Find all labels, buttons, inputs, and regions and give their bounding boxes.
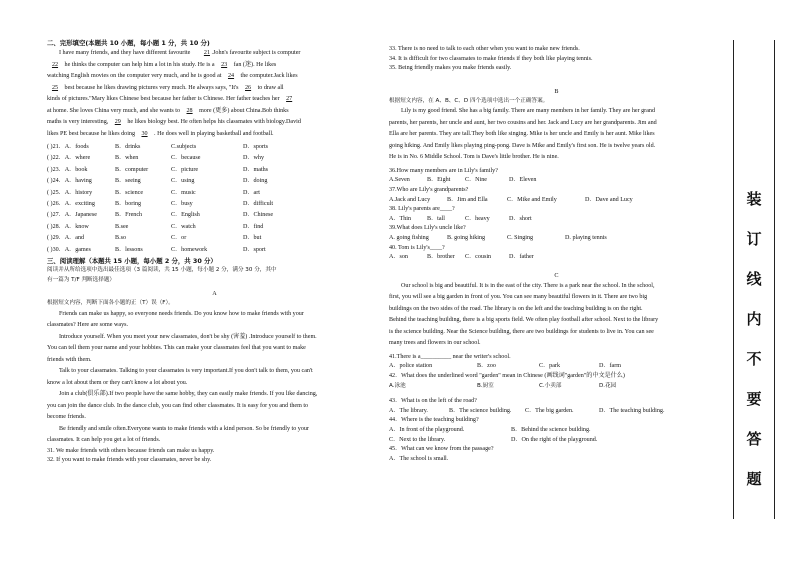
- question-41: 41.There is a__________ near the writer's school.: [389, 353, 511, 360]
- answer-options: [389, 426, 724, 436]
- binding-char: 答: [746, 430, 762, 448]
- passage-line: Lily is my good friend. She has a big family. There are many members in her family. They are her grand: [401, 108, 655, 115]
- option-row: [47, 142, 382, 153]
- passage-line: Join a club(俱乐部).If two people have the same hobby, they can easily make friends. If you like dancing,: [59, 391, 318, 398]
- cloze-line: maths is very interesting, 29 he likes biology best. He often helps his classmates with biology.David: [47, 119, 301, 125]
- passage-b-questions: [389, 167, 724, 263]
- passage-line: Introduce yourself. When you meet your new classmates, don't be shy (害羞) .Introduce yourself to them.: [59, 333, 317, 340]
- option-c: C．cousin: [465, 254, 492, 261]
- option-c: C．Next to the library.: [389, 436, 446, 443]
- answer-options: [389, 176, 724, 186]
- cloze-line: likes PE best because he likes doing 30 . He does well in playing basketball and football.: [47, 130, 274, 137]
- question-37: 37.Who are Lily's grandparents?: [389, 187, 469, 194]
- passage-line: Ella are her parents. They are tall.They both like singing. Mike is her uncle and Emily is her aunt. Mike likes: [389, 131, 655, 138]
- option-b: B．seeing: [115, 178, 141, 185]
- option-c: C．Mike and Emily: [507, 196, 557, 203]
- left-column: [47, 38, 382, 466]
- option-d: D. playing tennis: [565, 235, 607, 242]
- passage-c-label: C: [554, 271, 559, 279]
- question-43: 43．What is on the left of the road?: [389, 398, 477, 405]
- answer-options: [389, 196, 724, 206]
- binding-char: 要: [746, 390, 762, 408]
- option-a: A．In front of the playground.: [389, 426, 465, 433]
- option-b: B. going hiking: [447, 235, 486, 242]
- option-a: A. going fishing: [389, 235, 429, 242]
- option-d: D．Eleven: [509, 177, 537, 184]
- option-b: B.厨室: [477, 382, 494, 389]
- option-c: C．English: [171, 212, 200, 219]
- passage-line: first, you will see a big garden in front of you. You can see many beautiful flowers in it. There are two big: [389, 294, 648, 301]
- option-n: ( )24．A．having: [47, 178, 92, 185]
- reading-title: 三、阅读理解（本题共 15 小题，每小题 2 分，共 30 分）: [47, 256, 217, 265]
- question-40: 40. Tom is Lily's____?: [389, 244, 445, 251]
- option-c: C．The big garden.: [525, 407, 574, 414]
- cloze-line: at home. She loves China very much, and she wants to 28 more (更多) about China.Bob thinks: [47, 107, 289, 114]
- option-row: [47, 210, 382, 221]
- option-b: B．brother: [427, 254, 455, 261]
- question-44: 44．Where is the teaching building?: [389, 417, 479, 424]
- cloze-line: I have many friends, and they have different favourite 21 .John's favourite subject is computer: [59, 50, 301, 56]
- answer-options: [389, 382, 724, 392]
- option-d: D．find: [243, 223, 264, 230]
- option-a: A.Jack and Lucy: [389, 196, 431, 203]
- passage-line: many trees and flowers in our school.: [389, 340, 481, 347]
- option-c: C.subjects: [171, 144, 197, 150]
- option-d: D．art: [243, 189, 260, 196]
- option-c: C．or: [171, 235, 187, 242]
- passage-line: you can join the dance club. In the dance club, you can find other classmates. It is easy for you and them to: [47, 402, 309, 409]
- option-n: ( )23．A．book: [47, 166, 88, 173]
- passage-line: parents, her parents, her uncle and aunt, her two cousins and her. Jack and Lucy are her grandparents. Jim and: [389, 119, 657, 126]
- option-row: [47, 222, 382, 233]
- binding-char: 不: [746, 350, 762, 368]
- question-39: 39.What does Lily's uncle like?: [389, 225, 466, 232]
- passage-a-questions: [47, 447, 382, 466]
- option-d: D．On the right of the playground.: [511, 436, 598, 443]
- passage-c-questions: [389, 353, 724, 465]
- cloze-line: kinds of pictures."Mary likes Chinese best because her father is Chinese. Her father teaches her 27: [47, 96, 293, 102]
- binding-char: 线: [746, 270, 762, 288]
- cloze-passage: [47, 48, 382, 140]
- option-d: D．but: [243, 235, 262, 242]
- option-d: D．short: [509, 215, 532, 222]
- cloze-options: [47, 142, 382, 256]
- option-b: B．Jim and Ella: [447, 196, 488, 203]
- question-31: 31. We make friends with others because friends can make us happy.: [47, 447, 215, 454]
- passage-line: friends with them.: [47, 356, 92, 363]
- option-a: A.Seven: [389, 177, 410, 184]
- option-c: C．busy: [171, 200, 193, 207]
- option-a: A．The school is small.: [389, 455, 449, 462]
- passage-line: He is in No. 6 Middle School. Tom is Dave's little brother. He is nine.: [389, 154, 559, 161]
- option-d: D.花园: [599, 382, 617, 389]
- option-b: B．The science building.: [449, 407, 512, 414]
- passage-line: Talk to your classmates. Talking to your classmates is very important.If you don't talk to them, you can't: [59, 368, 313, 375]
- binding-char: 题: [746, 470, 762, 488]
- cloze-title: 二、完形填空(本题共 10 小题，每小题 1 分，共 10 分): [47, 39, 210, 47]
- passage-a-direction: 根据短文内容，判断下面各小题的正（T）误（F）。: [47, 300, 174, 307]
- cloze-line: 22 he thinks the computer can help him a lot in his study. He is a 23 fan (迷). He likes: [51, 61, 277, 68]
- option-b: B．Behind the science building.: [511, 426, 591, 433]
- option-a: A.泳池: [389, 382, 406, 389]
- passage-b-text: [389, 106, 724, 164]
- answer-options: [389, 362, 724, 372]
- option-d: D．Chinese: [243, 212, 274, 219]
- right-column: [389, 45, 724, 464]
- passage-line: Friends can make us happy, so everyone needs friends. Do you know how to make friends with your: [59, 310, 304, 317]
- option-d: D．Dave and Lucy: [585, 196, 633, 203]
- option-c: C．heavy: [465, 215, 490, 222]
- option-d: D．The teaching building.: [599, 407, 665, 414]
- option-c: C．park: [539, 363, 560, 370]
- option-b: B．zoo: [477, 363, 496, 370]
- option-b: B．French: [115, 212, 143, 219]
- option-c: C. Singing: [507, 235, 534, 242]
- option-b: B.so: [115, 235, 127, 242]
- cloze-line: watching English movies on the computer very much, and he is good at 24 the computer.Jack likes: [47, 73, 298, 79]
- option-b: B．boring: [115, 200, 142, 207]
- reading-instructions: 阅读并从所给选项中选出最佳选项（3 篇阅读，共 15 小题，每小题 2 分，满分 30 分，其中: [47, 266, 277, 273]
- answer-options: [389, 234, 724, 244]
- question-35: 35. Being friendly makes you make friends easily.: [389, 65, 512, 72]
- option-c: C．picture: [171, 166, 199, 173]
- passage-line: become friends.: [47, 414, 86, 421]
- passage-a-text: [47, 309, 382, 447]
- option-c: C．music: [171, 189, 196, 196]
- passage-line: Be friendly and smile often.Everyone wants to make friends with a kind person. So be friendly to your: [59, 425, 309, 432]
- option-b: B．Eight: [427, 177, 451, 184]
- option-n: ( )30．A．games: [47, 246, 91, 253]
- option-row: [47, 153, 382, 164]
- option-n: ( )25．A．history: [47, 189, 93, 196]
- option-row: [47, 245, 382, 256]
- passage-line: classmates? Here are some ways.: [47, 322, 129, 329]
- option-c: C．Nine: [465, 177, 488, 184]
- answer-options: [389, 436, 724, 446]
- option-row: [47, 233, 382, 244]
- reading-instructions-2: 有一篇为 T/F 判断选择题）: [47, 276, 116, 283]
- answer-options: [389, 455, 724, 465]
- option-row: [47, 188, 382, 199]
- passage-a-label: A: [212, 290, 217, 298]
- option-n: ( )21．A．foods: [47, 144, 89, 150]
- option-c: C．because: [171, 155, 201, 162]
- option-b: B．lessons: [115, 246, 143, 253]
- option-row: [47, 199, 382, 210]
- option-a: A．The library.: [389, 407, 428, 414]
- passage-line: know a lot about them or they can't know a lot about you.: [47, 379, 188, 386]
- option-row: [47, 165, 382, 176]
- option-row: [47, 176, 382, 187]
- option-n: ( )26．A．exciting: [47, 200, 95, 207]
- cloze-line: 25 best because he likes drawing pictures very much. He always says, "It's 26 to draw all: [51, 84, 284, 91]
- question-33: 33. There is no need to talk to each other when you want to make new friends.: [389, 46, 580, 52]
- question-34: 34. It is difficult for two classmates to make friends if they both like playing tennis.: [389, 55, 593, 62]
- option-a: A．police station: [389, 363, 433, 370]
- option-d: D．sports: [243, 144, 269, 150]
- binding-char: 订: [746, 230, 762, 248]
- question-45: 45．What can we know from the passage?: [389, 446, 494, 453]
- passage-line: is the science building. Near the Science building, there are two buildings for students to live in. You can see: [389, 328, 654, 335]
- option-d: D．maths: [243, 166, 269, 173]
- option-n: ( )27．A．Japanese: [47, 212, 97, 219]
- option-a: A．Thin: [389, 215, 412, 222]
- passage-c-text: [389, 281, 724, 350]
- passage-a-questions-cont: [389, 45, 724, 74]
- option-a: A．son: [389, 254, 408, 261]
- passage-line: You can tell them your name and your hobbies. This can make your classmates feel that you want to make: [47, 345, 306, 352]
- option-b: B．tall: [427, 215, 445, 222]
- option-b: B．when: [115, 155, 139, 162]
- question-42: 42．What does the underlined word "garden" mean in Chinese (画线词"garden"的中文是什么): [389, 373, 625, 379]
- option-c: C．using: [171, 178, 195, 185]
- binding-char: 装: [746, 190, 762, 208]
- passage-line: going hiking. And Emily likes playing ping-pong. Dave is Mike and Emily's first son. He is twelve years old.: [389, 142, 656, 149]
- binding-strip: [733, 40, 775, 519]
- answer-options: [389, 215, 724, 225]
- passage-b-direction: 根据短文内容，在 A、B、C、D 四个选项中选出一个正确答案。: [389, 97, 549, 104]
- option-d: D．why: [243, 155, 264, 162]
- option-c: C．homework: [171, 246, 208, 253]
- option-b: B．drinks: [115, 144, 141, 150]
- passage-line: Behind the teaching building, there is a big sports field. We often play football after school. Next to the library: [389, 317, 659, 324]
- question-36: 36.How many members are in Lily's family?: [389, 167, 498, 174]
- option-b: B．science: [115, 189, 144, 196]
- option-d: D．difficult: [243, 200, 274, 207]
- option-n: ( )28．A．know: [47, 223, 89, 230]
- answer-options: [389, 407, 724, 417]
- option-d: D．doing: [243, 178, 268, 185]
- option-d: D．farm: [599, 363, 621, 370]
- option-b: B.see: [115, 223, 129, 230]
- question-32: 32. If you want to make friends with your classmates, never be shy.: [47, 457, 212, 464]
- option-c: C.小卖部: [539, 382, 562, 389]
- option-c: C．watch: [171, 223, 196, 230]
- passage-line: Our school is big and beautiful. It is in the east of the city. There is a park near the school. In the school,: [401, 282, 655, 289]
- question-38: 38. Lily's parents are____?: [389, 206, 455, 213]
- passage-line: classmates. It can help you get a lot of friends.: [47, 437, 161, 444]
- answer-options: [389, 253, 724, 263]
- option-d: D．father: [509, 254, 534, 261]
- passage-line: buildings on the two sides of the road. The library is on the left and the teaching building is on the right.: [389, 305, 643, 312]
- passage-b-label: B: [554, 87, 559, 95]
- option-b: B．computer: [115, 166, 149, 173]
- option-n: ( )22．A．where: [47, 155, 91, 162]
- option-d: D．sport: [243, 246, 266, 253]
- binding-char: 内: [746, 310, 762, 328]
- option-n: ( )29．A．and: [47, 235, 85, 242]
